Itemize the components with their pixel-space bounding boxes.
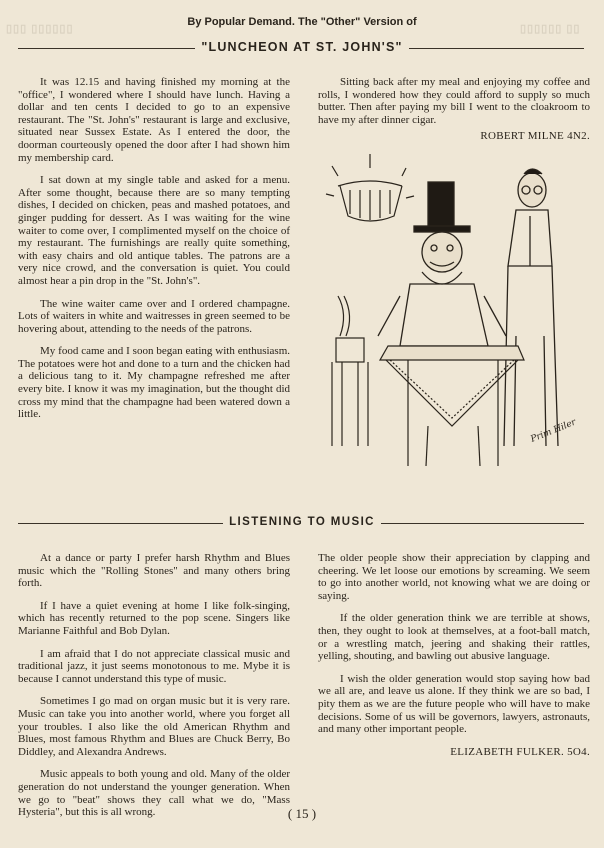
article-kicker: By Popular Demand. The "Other" Version of <box>187 16 417 28</box>
paragraph: I wish the older generation would stop saying how bad we all are, and leave us alone. If they think we are so bad, I pity them as we are the future people who will have to make decisions. Some of us will be governors, lawyers, astronauts, and many other important people. <box>318 672 590 736</box>
author-signature: ELIZABETH FULKER. 5O4. <box>450 745 590 758</box>
paragraph: I sat down at my single table and asked for a menu. After some thought, because there are so many tempting dishes, I decided on chicken, peas and mashed potatoes, and ginger pudding for dessert. As I was waiting for the wine waiter to come over, I complimented myself on the choice of my restaurant. The furnishings are really quite something, with easy chairs and old antique tables. The patrons are a very nice crowd, and the conversation is quiet. You could almost hear a pin drop in the "St. John's". <box>18 174 290 287</box>
waiter-figure <box>504 169 558 446</box>
music-column-left <box>18 552 290 829</box>
paragraph: The older people show their appreciation by clapping and cheering. We let loose our emotions by screaming. We seem to go into another world, not knowing what we are doing or saying. <box>318 552 590 602</box>
paragraph: Sitting back after my meal and enjoying my coffee and rolls, I wondered how they could afford to supply so much butter. Then after paying my bill I went to the cloakroom to have my after dinner cigar. <box>318 76 590 126</box>
cartoon-signature: Prim Hiler <box>529 417 578 445</box>
diner-figure <box>378 182 506 346</box>
author-signature: ROBERT MILNE 4N2. <box>480 130 590 143</box>
restaurant-cartoon <box>318 146 590 486</box>
luncheon-column-right <box>318 76 590 143</box>
paragraph: If I have a quiet evening at home I like folk-singing, which has recently returned to the pop scene. Singers like Marianne Faithful and Bob Dylan. <box>18 599 290 637</box>
paragraph: The wine waiter came over and I ordered champagne. Lots of waiters in white and waitresses in green seemed to be hovering about, attending to the needs of the patrons. <box>18 297 290 335</box>
paragraph: My food came and I soon began eating with enthusiasm. The potatoes were hot and done to a turn and the chicken had a delicious tang to it. My champagne refreshed me after every bite. I know it was my imagination, but the thought did cross my mind that the champagne had been watered down a little. <box>18 345 290 421</box>
paragraph: If the older generation think we are terrible at shows, then, they ought to look at themselves, at a foot-ball match, or a wrestling match, jeering and shaking their rattles, yelling, shouting, and bawling out abusive language. <box>318 612 590 663</box>
music-column-right <box>318 552 590 758</box>
paragraph: Music appeals to both young and old. Many of the older generation do not understand the younger generation. When we go to "beat" shows they call what we do, "Mass Hysteria", but this is all wrong. <box>18 768 290 819</box>
page-number: ( 15 ) <box>287 806 317 821</box>
chandelier-icon <box>326 154 414 221</box>
luncheon-column-left <box>18 76 290 431</box>
dining-table <box>380 346 524 466</box>
bleed-through-text: ▯▯▯ ▯▯▯▯▯▯ <box>6 23 74 35</box>
section-title: LISTENING TO MUSIC <box>0 516 604 528</box>
paragraph: Sometimes I go mad on organ music but it is very rare. Music can take you into another world, where you forget all your troubles. I also like the old American Rhythm and Blues, most famous Rhythm and Blues are Chuck Berry, Bo Diddley, and Alexandra Andrews. <box>18 695 290 758</box>
article-title: "LUNCHEON AT ST. JOHN'S" <box>0 40 604 54</box>
bleed-through-text: ▯▯▯▯▯▯ ▯▯ <box>520 23 581 35</box>
paragraph: At a dance or party I prefer harsh Rhythm and Blues music which the "Rolling Stones" and many others bring forth. <box>18 552 290 590</box>
wine-bucket-icon <box>332 296 368 446</box>
paragraph: It was 12.15 and having finished my morning at the "office", I wondered where I should have lunch. Having a dollar and ten cents I decided to go to an expensive restaurant. The "St. John's" restaurant is large and exclusive, situated near Sussex Estate. As I entered the door, the doorman courteously opened the door after I had shown him my membership card. <box>18 76 290 164</box>
paragraph: I am afraid that I do not appreciate classical music and traditional jazz, it just seems monotonous to me. Mybe it is because I cannot understand this type of music. <box>18 647 290 685</box>
